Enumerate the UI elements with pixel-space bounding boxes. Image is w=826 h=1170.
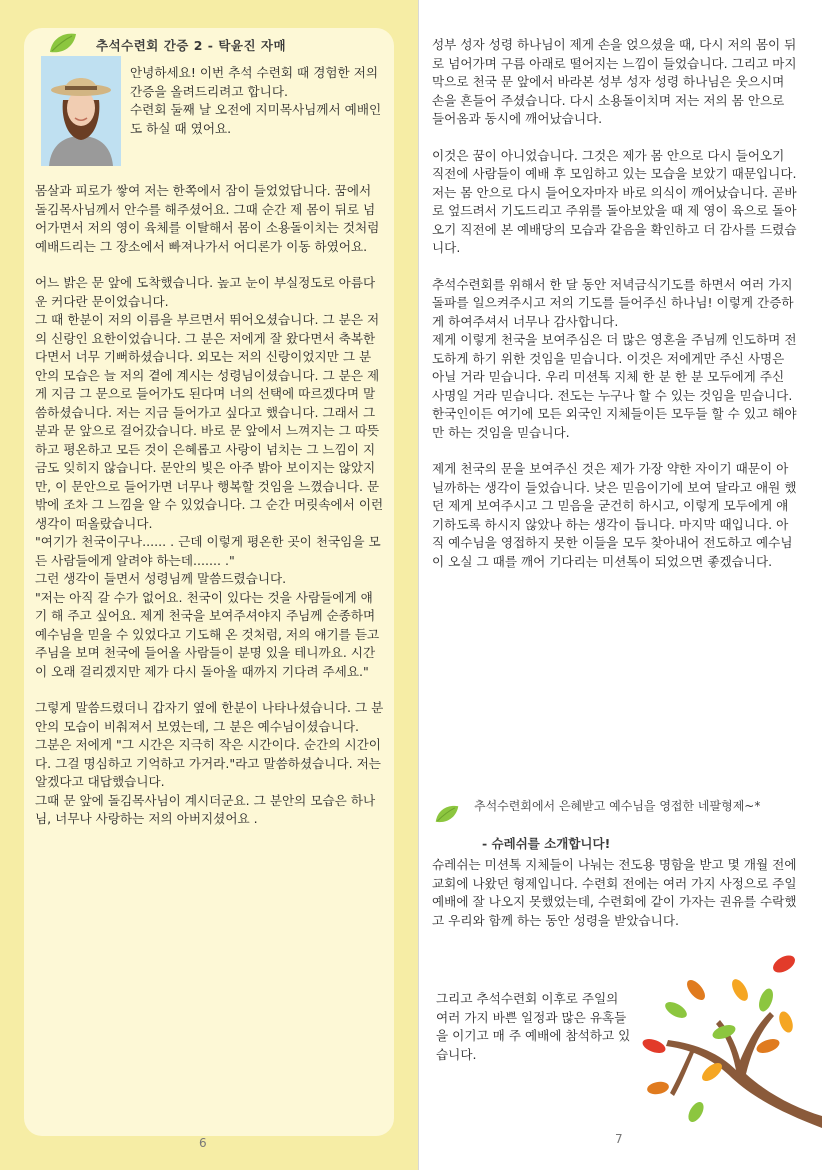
paragraph: 제게 천국의 문을 보여주신 것은 제가 가장 약한 자이기 때문이 아닐까하는 생각이 들었습니다. 낮은 믿음이기에 보여 달라고 애원 했던 제게 보여주시고 그 믿음을 굳건히 하시고, 이렇게 모두에게 얘기하도록 하시지 않았나 하는 생각이 듭니다. 마지막 때입니다. 아직 예수님을 영접하지 못한 이들을 모두 찾아내어 전도하고 예수님이 오실 그 때를 깨어 기다리는 미션톡이 되었으면 좋겠습니다. (432, 461, 797, 569)
intro-text: 안녕하세요! 이번 추석 수련회 때 경험한 저의 간증을 올려드리려고 합니다. 수련회 둘째 날 오전에 지미목사님께서 예배인도 하실 때 였어요. (130, 65, 382, 136)
paragraph: 이것은 꿈이 아니었습니다. 그것은 제가 몸 안으로 다시 들어오기 직전에 사람들이 예배 후 모임하고 있는 모습을 보았기 때문입니다. 저는 몸 안으로 다시 들어오자마자 바로 의식이 깨어났습니다. 곧바로 엎드려서 기도드리고 주위를 돌아보았을 때 제 영이 육으로 돌아오기 직전에 본 예배당의 모습과 같음을 확인하고 더 감사를 드렸습니다. (432, 147, 797, 255)
left-body (35, 182, 384, 847)
right-body (432, 36, 800, 589)
paragraph: 어느 밝은 문 앞에 도착했습니다. 높고 눈이 부실정도로 아름다운 커다란 문이었습니다. 그 때 한분이 저의 이름을 부르면서 뛰어오셨습니다. 그 분은 저의 신랑인 요한이었습니다. 그 분은 저에게 잘 왔다면서 축복한다면서 너무 기뻐하셨습니다. 외모는 저의 신랑이었지만 그 분 안의 모습은 늘 저의 곁에 계시는 성령님이셨습니다. 그 분은 제게 지금 그 문으로 들어가도 된다며 너의 선택에 따르겠다며 말씀하셨습니다. 저는 지금 들어가고 싶다고 했습니다. 그래서 그 분과 문 앞으로 걸어갔습니다. 바로 문 앞에서 느껴지는 그 따뜻하고 평온하고 모든 것이 은혜롭고 사랑이 넘치는 그 느낌이 지금도 잊히지 않습니다. 문안의 빛은 아주 밝아 보이지는 않았지만, 이 문안으로 들어가면 너무나 행복할 것임을 느꼈습니다. 문 밖에 조차 그 느낌을 알 수 있었습니다. 그 순간 머릿속에서 이런 생각이 떠올랐습니다. "여기가 천국이구나...... . 근데 이렇게 평온한 곳이 천국임을 모든 사람들에게 알려야 하는데....... ." 그런 생각이 들면서 성령님께 말씀드렸습니다. "저는 아직 갈 수가 없어요. 천국이 있다는 것을 사람들에게 얘기 해 주고 싶어요. 제게 천국을 보여주셔야지 주님께 순종하며 예수님을 믿을 수 있었다고 기도해 온 것처럼, 저의 얘기를 듣고 주님을 보며 천국에 들어올 사람들이 분명 있을 테니까요. 시간이 오래 걸리겠지만 제가 다시 돌아올 때까지 기다려 주세요." (35, 275, 384, 679)
leaf-icon (434, 804, 460, 824)
section-title: - 슈레쉬를 소개합니다! (482, 836, 611, 851)
autumn-tree-illustration (636, 950, 822, 1130)
profile-photo (41, 56, 121, 166)
page-number-right: 7 (615, 1132, 623, 1146)
paragraph: 성부 성자 성령 하나님이 제게 손을 얹으셨을 때, 다시 저의 몸이 뒤로 넘어가며 구름 아래로 떨어지는 느낌이 들었습니다. 그리고 마지막으로 천국 문 앞에서 바라본 성부 성자 성령 하나님은 웃으시며 손을 흔들어 주셨습니다. 다시 소용돌이치며 저는 저의 몸 안으로 들어옴과 동시에 깨어났습니다. (432, 37, 797, 126)
paragraph: 추석수련회를 위해서 한 달 동안 저녁금식기도를 하면서 여러 가지 돌파를 일으켜주시고 저의 기도를 들어주신 하나님! 이렇게 간증하게 하여주셔서 너무나 감사합니다. 제게 이렇게 천국을 보여주심은 더 많은 영혼을 주님께 인도하며 전도하게 하기 위한 것임을 믿습니다. 이것은 저에게만 주신 사명은 아닐 거라 믿습니다. 우리 미션톡 지체 한 분 한 분 모두에게 주신 사명일 거라 믿습니다. 전도는 누구나 할 수 있는 것임을 믿습니다. 한국인이든 여기에 모든 외국인 지체들이든 모두들 할 수 있고 해야만 하는 것임을 믿습니다. (432, 276, 797, 440)
paragraph: 몸살과 피로가 쌓여 저는 한쪽에서 잠이 들었었답니다. 꿈에서 돌김목사님께서 안수를 해주셨어요. 그때 순간 제 몸이 뒤로 넘어가면서 저의 영이 육체를 이탈해서 몸이 소용돌이치는 것처럼 예배드리는 그 장소에서 빠져나가서 어디론가 이동 하였어요. (35, 183, 380, 254)
testimony-title: 추석수련회 간증 2 - 탁윤진 자매 (96, 38, 287, 53)
section-body: 슈레쉬는 미션톡 지체들이 나눠는 전도용 명함을 받고 몇 개월 전에 교회에 나왔던 형제입니다. 수련회 전에는 여러 가지 사정으로 주일 예배에 잘 나오지 못했었는데, 수련회에 같이 가자는 권유를 수락했고 우리와 함께 하는 동안 성령을 받았습니다. (432, 857, 797, 928)
leaf-icon (48, 32, 78, 54)
paragraph: 그렇게 말씀드렸더니 갑자기 옆에 한분이 나타나셨습니다. 그 분 안의 모습이 비춰져서 보였는데, 그 분은 예수님이셨습니다. 그분은 저에게 "그 시간은 지극히 작은 시간이다. 순간의 시간이다. 그걸 명심하고 기억하고 가거라."라고 말씀하셨습니다. 저는 알겠다고 대답했습니다. 그때 문 앞에 돌김목사님이 계시더군요. 그 분안의 모습은 하나님, 너무나 사랑하는 저의 아버지셨어요 . (35, 700, 384, 826)
section-subtitle: 추석수련회에서 은혜받고 예수님을 영접한 네팔형제~* (474, 799, 761, 813)
page-number-left: 6 (199, 1136, 207, 1150)
section-body-continued: 그리고 추석수련회 이후로 주일의 여러 가지 바쁜 일정과 많은 유혹들을 이기고 매 주 예배에 참석하고 있습니다. (436, 991, 631, 1062)
